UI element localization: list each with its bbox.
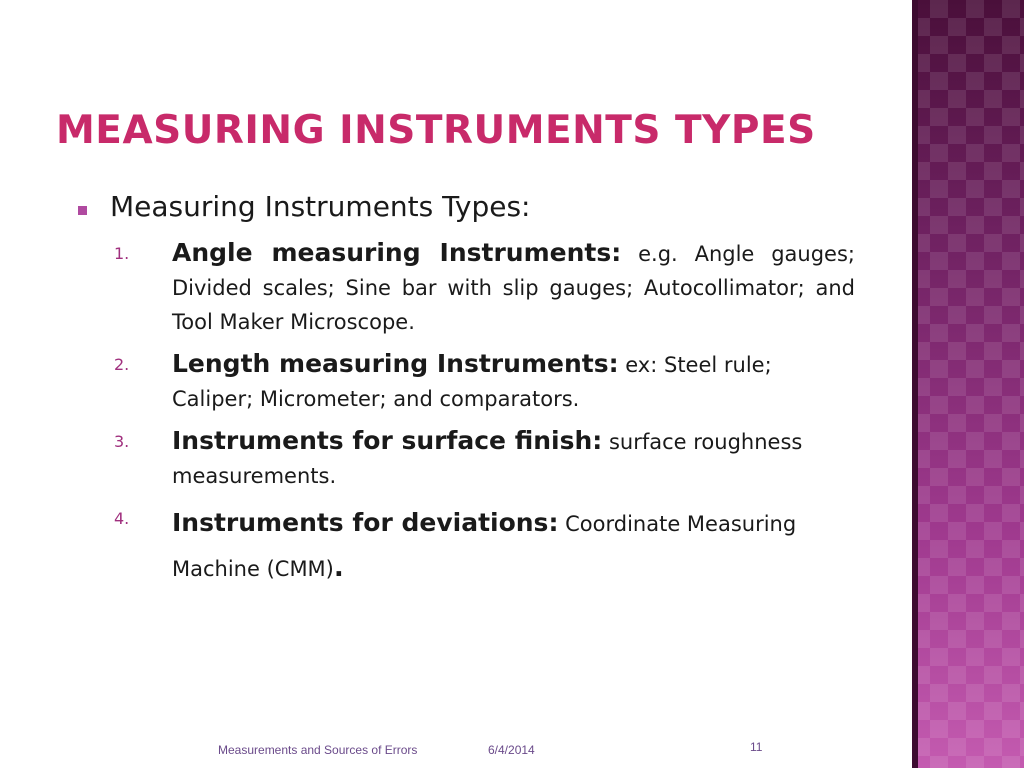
list-item [110,236,855,339]
list-item [110,501,855,591]
numbered-list [110,236,855,599]
list-number: 3. [114,432,130,451]
band-edge [912,0,918,768]
list-item [110,347,855,416]
square-bullet-icon [78,206,87,215]
list-item-text: surface roughness measurements. [172,430,803,488]
footer-title: Measurements and Sources of Errors [218,743,418,757]
list-item-heading: Instruments for surface finish: [172,426,603,455]
footer-date: 6/4/2014 [488,743,535,757]
list-number: 4. [114,509,130,528]
list-number: 1. [114,244,130,263]
list-number: 2. [114,355,130,374]
list-item-body [172,424,855,493]
list-item [110,424,855,493]
list-item-text: e.g. Angle gauges; Divided scales; Sine bar with slip gauges; Autocollimator; and Tool Maker Microscope. [172,242,855,334]
footer-page-number: 11 [750,740,763,754]
list-item-body [172,236,855,339]
slide-title: MEASURING INSTRUMENTS TYPES [56,108,816,153]
list-item-text: Coordinate Measuring Machine (CMM) [172,512,797,581]
list-item-body [172,347,855,416]
list-item-heading: Instruments for deviations: [172,508,559,537]
list-item-trailing: . [333,553,344,583]
bullet-text: Measuring Instruments Types: [110,190,531,223]
list-item-text: ex: Steel rule; Caliper; Micrometer; and comparators. [172,353,772,411]
diamond-pattern [912,0,1024,768]
list-item-heading: Length measuring Instruments: [172,349,619,378]
decorative-side-band [912,0,1024,768]
list-item-heading: Angle measuring Instruments: [172,238,622,267]
list-item-body [172,501,855,591]
